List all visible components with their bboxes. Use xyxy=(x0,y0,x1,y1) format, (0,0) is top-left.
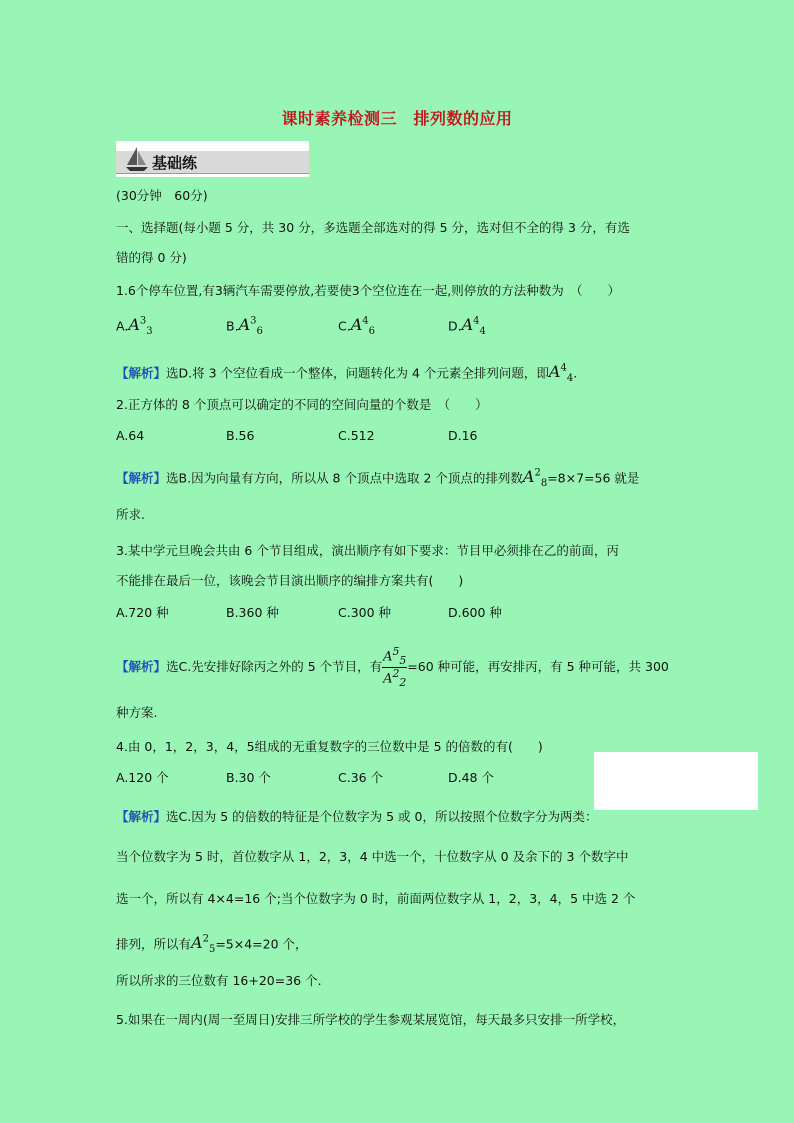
question-3-stem-line1: 3.某中学元旦晚会共由 6 个节目组成，演出顺序有如下要求：节目甲必须排在乙的前面，丙 xyxy=(116,543,619,558)
q2-analysis-cont: 所求. xyxy=(116,507,145,522)
q4-option-c: C.36 个 xyxy=(338,770,384,785)
q3-analysis-cont: 种方案. xyxy=(116,705,158,720)
q3-option-a: A.720 种 xyxy=(116,605,169,620)
section-header xyxy=(116,141,309,177)
question-4-stem: 4.由 0，1，2，3，4，5组成的无重复数字的三位数中是 5 的倍数的有( ) xyxy=(116,739,543,754)
q3-analysis: 【解析】选C.先安排好除丙之外的 5 个节目，有 $\frac{A^5_5}{A^2_2}$ =60 种可能，再安排丙，有 5 种可能，共 300 xyxy=(116,645,669,689)
q4-option-a: A.120 个 xyxy=(116,770,169,785)
q2-option-b: B.56 xyxy=(226,428,255,443)
question-1-stem: 1.6个停车位置,有3辆汽车需要停放,若要使3个空位连在一起,则停放的方法种数为 （ ） xyxy=(116,283,620,298)
time-info: (30分钟 60分) xyxy=(116,188,208,203)
q4-option-d: D.48 个 xyxy=(448,770,494,785)
q4-analysis-line3: 选一个，所以有 4×4=16 个;当个位数字为 0 时，前面两位数字从 1，2，3，4，5 中选 2 个 xyxy=(116,891,636,906)
analysis-tag: 【解析】 xyxy=(116,658,167,674)
analysis-tag: 【解析】 xyxy=(116,470,167,486)
q4-analysis-line5: 所以所求的三位数有 16+20=36 个. xyxy=(116,973,322,988)
q4-analysis-line2: 当个位数字为 5 时，首位数字从 1，2，3，4 中选一个，十位数字从 0 及余下的 3 个数字中 xyxy=(116,849,629,864)
q3-option-c: C.300 种 xyxy=(338,605,392,620)
q3-fraction: $\frac{A^5_5}{A^2_2}$ xyxy=(383,645,407,689)
sailboat-icon xyxy=(124,145,150,173)
q1-analysis: 【解析】选D.将 3 个空位看成一个整体，问题转化为 4 个元素全排列问题，即$A^4_4$. xyxy=(116,362,578,385)
instructions-line2: 错的得 0 分) xyxy=(116,250,187,265)
q3-option-d: D.600 种 xyxy=(448,605,502,620)
analysis-tag: 【解析】 xyxy=(116,809,167,824)
analysis-tag: 【解析】 xyxy=(116,365,167,381)
q1-option-d: $D.A^4_4$ xyxy=(448,315,486,338)
q4-analysis: 【解析】选C.因为 5 的倍数的特征是个位数字为 5 或 0，所以按照个位数字分为两类： xyxy=(116,809,598,824)
q1-option-b: $B.A^3_6$ xyxy=(226,315,263,338)
page-title: 课时素养检测三 排列数的应用 xyxy=(281,109,513,128)
q2-option-a: A.64 xyxy=(116,428,145,443)
q3-option-b: B.360 种 xyxy=(226,605,279,620)
q1-option-c: $C.A^4_6$ xyxy=(338,315,376,338)
q2-analysis: 【解析】选B.因为向量有方向，所以从 8 个顶点中选取 2 个顶点的排列数$A^2_8=8\times 7=56$ 就是 xyxy=(116,467,640,490)
watermark-stamp xyxy=(594,752,758,810)
question-5-stem: 5.如果在一周内(周一至周日)安排三所学校的学生参观某展览馆，每天最多只安排一所学校， xyxy=(116,1012,626,1027)
q2-option-d: D.16 xyxy=(448,428,478,443)
q1-option-a: $A.A^3_3$ xyxy=(116,315,153,338)
q4-analysis-line4: 排列，所以有$A^2_5=5\times 4=20$ 个， xyxy=(116,933,308,956)
q4-option-b: B.30 个 xyxy=(226,770,271,785)
instructions-line1: 一、选择题(每小题 5 分，共 30 分，多选题全部选对的得 5 分，选对但不全的得 3 分，有选 xyxy=(116,220,630,235)
section-label: 基础练 xyxy=(152,154,198,172)
question-2-stem: 2.正方体的 8 个顶点可以确定的不同的空间向量的个数是 （ ） xyxy=(116,397,488,412)
q2-option-c: C.512 xyxy=(338,428,375,443)
question-3-stem-line2: 不能排在最后一位，该晚会节目演出顺序的编排方案共有( ) xyxy=(116,573,464,588)
